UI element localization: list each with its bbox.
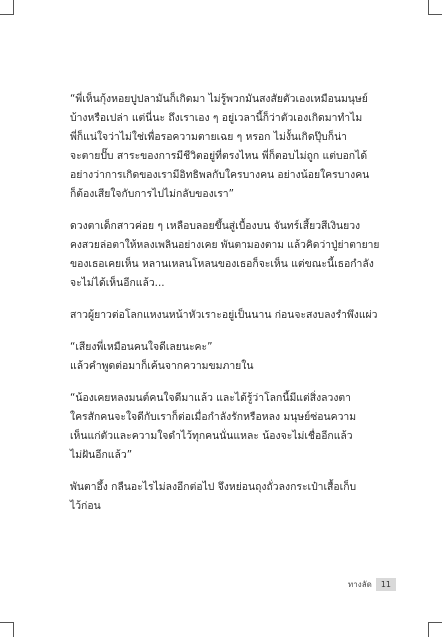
- crop-mark-bottom-left-h: [0, 622, 14, 623]
- text-line: พันตาอึ้ง กลืนอะไรไม่ลงอีกต่อไป จึงหย่อนถุงถั่วลงกระเป๋าเสื้อเก็บ: [70, 481, 357, 493]
- text-line: สาวผู้ยาวต่อโลกแหงนหน้าหัวเราะอยู่เป็นนาน ก่อนจะสงบลงรำพึงแผ่ว: [70, 309, 378, 321]
- crop-mark-top-left-h: [0, 14, 14, 15]
- text-line: ดวงตาเด็กสาวค่อย ๆ เหลือบลอยขึ้นสู่เบื้องบน จันทร์เสี้ยวสีเงินยวง: [70, 220, 361, 232]
- crop-mark-top-left: [13, 0, 14, 14]
- crop-mark-top-right: [428, 0, 429, 14]
- paragraph-4: [70, 338, 380, 376]
- crop-mark-top-right-h: [428, 14, 442, 15]
- text-line: จะไม่ได้เห็นอีกแล้ว...: [70, 277, 165, 289]
- text-line: จะตายปั๊บ สาระของการมีชีวิตอยู่ที่ตรงไหน พี่ก็ตอบไม่ถูก แต่บอกได้: [70, 150, 368, 162]
- text-line: “เสียงพี่เหมือนคนใจดีเลยนะคะ”: [70, 341, 213, 353]
- text-line: ก็ต้องเสียใจกับการไปไม่กลับของเรา”: [70, 188, 235, 200]
- text-line: คงสวยล่อตาให้หลงเพลินอย่างเคย พันตามองตาม แล้วคิดว่าปู่ย่าตายาย: [70, 239, 380, 251]
- text-line: ใครสักคนจะใจดีกับเราก็ต่อเมื่อกำลังรักหรือหลง มนุษย์ซ่อนความ: [70, 411, 357, 423]
- paragraph-5: [70, 389, 380, 465]
- paragraph-1: [70, 90, 380, 204]
- crop-mark-bottom-left: [13, 623, 14, 637]
- paragraph-6: [70, 478, 380, 516]
- running-title: ทางลัด: [348, 579, 372, 589]
- text-line: “พี่เห็นกุ้งหอยปูปลามันก็เกิดมา ไม่รู้พวกมันสงสัยตัวเองเหมือนมนุษย์: [70, 93, 368, 105]
- text-line: บ้างหรือเปล่า แต่นี่นะ ถึงเราเอง ๆ อยู่เวลานี้ก็ว่าตัวเองเกิดมาทำไม: [70, 112, 363, 124]
- page-body: [70, 90, 380, 516]
- paragraph-2: [70, 217, 380, 293]
- text-line: ของเธอเคยเห็น หลานเหลนโหลนของเธอก็จะเห็น แต่ขณะนี้เธอกำลัง: [70, 258, 374, 270]
- text-line: อย่างว่าการเกิดของเรามีอิทธิพลกับใครบางคน อย่างน้อยใครบางคน: [70, 169, 370, 181]
- text-line: ไว้ก่อน: [70, 500, 101, 512]
- page-footer: [348, 577, 396, 591]
- paragraph-3: [70, 306, 380, 325]
- crop-mark-bottom-right-h: [428, 622, 442, 623]
- page-number: 11: [376, 578, 396, 591]
- text-line: พี่ก็แน่ใจว่าไม่ใช่เพื่อรอความตายเฉย ๆ หรอก ไม่งั้นเกิดปุ๊บก็น่า: [70, 131, 348, 143]
- text-line: ไม่ฝันอีกแล้ว”: [70, 449, 133, 461]
- crop-mark-bottom-right: [428, 623, 429, 637]
- text-line: แล้วคำพูดต่อมาก็เค้นจากความขมภายใน: [70, 360, 254, 372]
- text-line: “น้องเคยหลงมนต์คนใจดีมาแล้ว และได้รู้ว่าโลกนี้มีแต่สิ่งลวงตา: [70, 392, 352, 404]
- text-line: เห็นแก่ตัวและความใจดำไว้ทุกคนนั่นแหละ น้องจะไม่เชื่ออีกแล้ว: [70, 430, 353, 442]
